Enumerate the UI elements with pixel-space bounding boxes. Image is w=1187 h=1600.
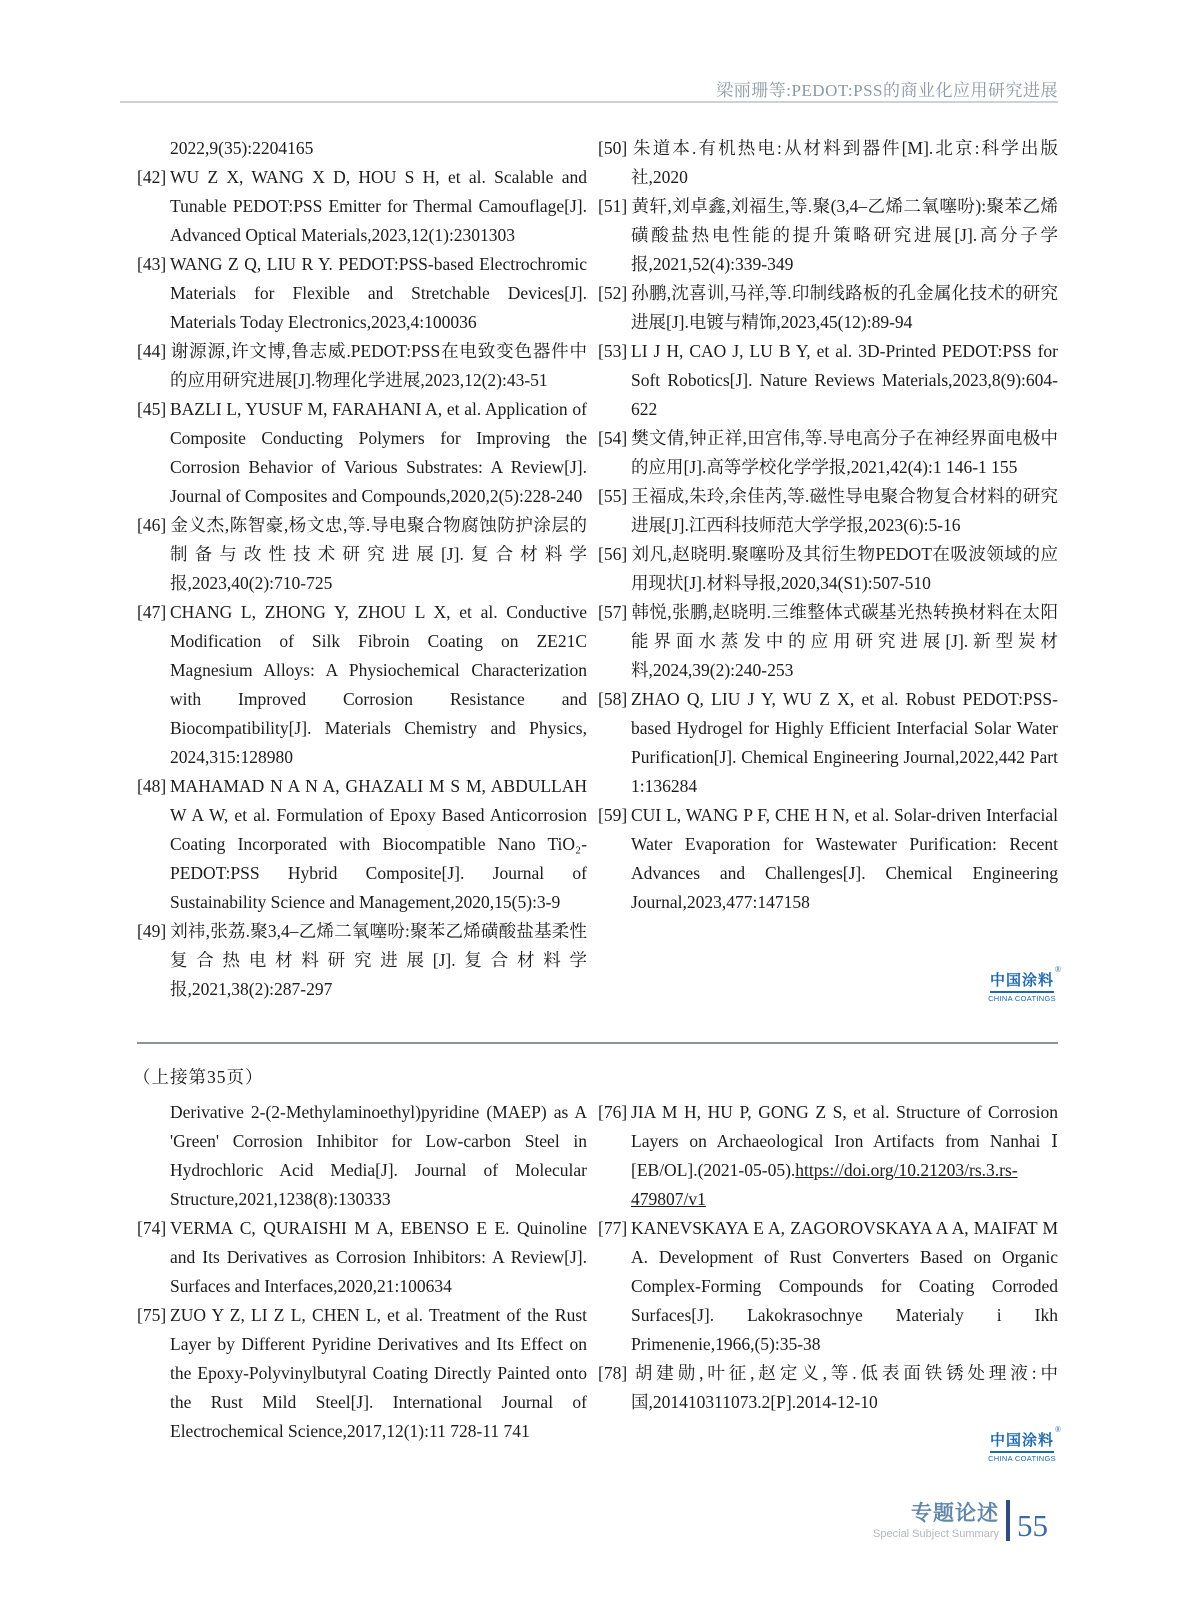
references-top-right-column xyxy=(598,134,1058,1004)
reference-entry xyxy=(137,1098,587,1214)
footer-section-labels xyxy=(873,1500,999,1541)
references-top-left-column xyxy=(137,134,587,1004)
reference-number: [52] xyxy=(598,283,628,303)
reference-entry xyxy=(598,540,1058,598)
reference-number: [46] xyxy=(137,515,167,535)
reference-entry xyxy=(598,1359,1058,1417)
reference-text: 樊文倩,钟正祥,田宫伟,等.导电高分子在神经界面电极中的应用[J].高等学校化学学报,2021,42(4):1 146-1 155 xyxy=(631,428,1058,477)
reference-text: ZUO Y Z, LI Z L, CHEN L, et al. Treatment of the Rust Layer by Different Pyridine Derivatives and Its Effect on the Epoxy-Polyvinylbutyral Coating Directly Painted onto the Rust Mild Steel[J]. International Journal of Electrochemical Science,2017,12(1):11 728-11 741 xyxy=(170,1305,587,1441)
reference-text: 刘凡,赵晓明.聚噻吩及其衍生物PEDOT在吸波领域的应用现状[J].材料导报,2020,34(S1):507-510 xyxy=(631,544,1058,593)
logo-en-text: CHINA COATINGS xyxy=(988,994,1056,1003)
footer-bar xyxy=(1006,1500,1010,1541)
reference-text: 孙鹏,沈喜训,马祥,等.印制线路板的孔金属化技术的研究进展[J].电镀与精饰,2023,45(12):89-94 xyxy=(631,283,1058,332)
reference-text: BAZLI L, YUSUF M, FARAHANI A, et al. Application of Composite Conducting Polymers for Improving the Corrosion Behavior of Various Substrates: A Review[J]. Journal of Composites and Compounds,2020,2(5):228-240 xyxy=(170,399,587,506)
reference-number: [77] xyxy=(598,1218,628,1238)
reference-entry xyxy=(598,337,1058,424)
reference-entry xyxy=(598,598,1058,685)
doi-link[interactable]: https://doi.org/10.21203/rs.3.rs-479807/v1 xyxy=(631,1160,1018,1209)
reference-number: [78] xyxy=(598,1363,628,1383)
reference-number: [57] xyxy=(598,602,628,622)
reference-number: [44] xyxy=(137,341,167,361)
reference-text: WANG Z Q, LIU R Y. PEDOT:PSS-based Electrochromic Materials for Flexible and Stretchable Devices[J]. Materials Today Electronics,2023,4:100036 xyxy=(170,254,587,332)
reference-text: ZHAO Q, LIU J Y, WU Z X, et al. Robust PEDOT:PSS-based Hydrogel for Highly Efficient Interfacial Solar Water Purification[J]. Chemical Engineering Journal,2022,442 Part 1:136284 xyxy=(631,689,1058,796)
reference-entry xyxy=(598,685,1058,801)
references-bottom-left-column xyxy=(137,1098,587,1446)
reference-number: [56] xyxy=(598,544,628,564)
reference-number: [76] xyxy=(598,1102,628,1122)
page-footer xyxy=(873,1500,1048,1541)
reference-number: [54] xyxy=(598,428,628,448)
header-rule xyxy=(120,101,1058,103)
running-title: 梁丽珊等:PEDOT:PSS的商业化应用研究进展 xyxy=(716,81,1058,100)
reference-entry xyxy=(598,134,1058,192)
reference-text: 王福成,朱玲,余佳芮,等.磁性导电聚合物复合材料的研究进展[J].江西科技师范大学学报,2023(6):5-16 xyxy=(631,486,1058,535)
reference-text: 金义杰,陈智豪,杨文忠,等.导电聚合物腐蚀防护涂层的制备与改性技术研究进展[J].复合材料学报,2023,40(2):710-725 xyxy=(170,515,587,593)
reference-number: [43] xyxy=(137,254,167,274)
reference-text: LI J H, CAO J, LU B Y, et al. 3D-Printed PEDOT:PSS for Soft Robotics[J]. Nature Reviews Materials,2023,8(9):604-622 xyxy=(631,341,1058,419)
reference-text: CUI L, WANG P F, CHE H N, et al. Solar-driven Interfacial Water Evaporation for Wastewater Purification: Recent Advances and Challenges[J]. Chemical Engineering Journal,2023,477:147158 xyxy=(631,805,1058,912)
registered-mark: ® xyxy=(1054,1425,1062,1434)
references-bottom-right-column xyxy=(598,1098,1058,1446)
reference-entry xyxy=(598,1098,1058,1214)
reference-text: WU Z X, WANG X D, HOU S H, et al. Scalable and Tunable PEDOT:PSS Emitter for Thermal Camouflage[J]. Advanced Optical Materials,2023,12(1):2301303 xyxy=(170,167,587,245)
reference-text: KANEVSKAYA E A, ZAGOROVSKAYA A A, MAIFAT M A. Development of Rust Converters Based on Organic Complex-Forming Compounds for Coating Corroded Surfaces[J]. Lakokrasochnye Materialy i Ikh Primenenie,1966,(5):35-38 xyxy=(631,1218,1058,1354)
reference-text: 刘祎,张荔.聚3,4–乙烯二氧噻吩:聚苯乙烯磺酸盐基柔性复合热电材料研究进展[J].复合材料学报,2021,38(2):287-297 xyxy=(170,921,587,999)
page-number: 55 xyxy=(1017,1508,1048,1543)
section-title-en: Special Subject Summary xyxy=(873,1528,999,1540)
reference-number: [45] xyxy=(137,399,167,419)
reference-entry xyxy=(137,511,587,598)
reference-text: VERMA C, QURAISHI M A, EBENSO E E. Quinoline and Its Derivatives as Corrosion Inhibitors: A Review[J]. Surfaces and Interfaces,2020,21:100634 xyxy=(170,1218,587,1296)
reference-number: [75] xyxy=(137,1305,167,1325)
continued-from-note: （上接第35页） xyxy=(133,1067,264,1087)
reference-entry xyxy=(598,482,1058,540)
logo-zh-text: 中国涂料 ® xyxy=(990,969,1054,993)
reference-text: 朱道本.有机热电:从材料到器件[M].北京:科学出版社,2020 xyxy=(631,138,1058,187)
reference-number: [74] xyxy=(137,1218,167,1238)
reference-entry xyxy=(137,1301,587,1446)
reference-entry xyxy=(137,134,587,163)
reference-entry xyxy=(137,395,587,511)
reference-text: 胡建勋,叶征,赵定义,等.低表面铁锈处理液:中国,201410311073.2[P].2014-12-10 xyxy=(631,1363,1058,1412)
reference-entry xyxy=(137,772,587,917)
reference-number: [59] xyxy=(598,805,628,825)
reference-entry xyxy=(137,163,587,250)
reference-entry xyxy=(598,192,1058,279)
reference-text: 谢源源,许文博,鲁志威.PEDOT:PSS在电致变色器件中的应用研究进展[J].物理化学进展,2023,12(2):43-51 xyxy=(170,341,587,390)
reference-entry xyxy=(137,598,587,772)
registered-mark: ® xyxy=(1054,965,1062,974)
references-bottom-section xyxy=(137,1098,1058,1446)
reference-number: [55] xyxy=(598,486,628,506)
china-coatings-logo xyxy=(987,1425,1062,1463)
reference-number: [53] xyxy=(598,341,628,361)
reference-text: 韩悦,张鹏,赵晓明.三维整体式碳基光热转换材料在太阳能界面水蒸发中的应用研究进展[J].新型炭材料,2024,39(2):240-253 xyxy=(631,602,1058,680)
reference-number: [51] xyxy=(598,196,628,216)
logo-zh-text: 中国涂料 ® xyxy=(990,1429,1054,1453)
reference-entry xyxy=(598,801,1058,917)
reference-text: MAHAMAD N A N A, GHAZALI M S M, ABDULLAH W A W, et al. Formulation of Epoxy Based Anticorrosion Coating Incorporated with Biocompatible Nano TiO₂-PEDOT:PSS Hybrid Composite[J]. Journal of Sustainability Science and Management,2020,15(5):3-9 xyxy=(170,776,587,912)
references-top-section xyxy=(137,134,1058,1004)
reference-text: Derivative 2-(2-Methylaminoethyl)pyridine (MAEP) as A 'Green' Corrosion Inhibitor for Low-carbon Steel in Hydrochloric Acid Media[J]. Journal of Molecular Structure,2021,1238(8):130333 xyxy=(170,1102,587,1209)
reference-entry xyxy=(598,1214,1058,1359)
reference-entry xyxy=(598,279,1058,337)
reference-entry xyxy=(137,1214,587,1301)
reference-number: [50] xyxy=(598,138,628,158)
section-title-zh: 专题论述 xyxy=(911,1502,999,1525)
reference-entry xyxy=(137,250,587,337)
reference-number: [58] xyxy=(598,689,628,709)
reference-number: [49] xyxy=(137,921,167,941)
reference-text: JIA M H, HU P, GONG Z S, et al. Structure of Corrosion Layers on Archaeological Iron Artifacts from Nanhai Ⅰ [EB/OL].(2021-05-05). xyxy=(631,1102,1058,1180)
section-divider xyxy=(137,1042,1058,1044)
logo-en-text: CHINA COATINGS xyxy=(988,1454,1056,1463)
reference-number: [42] xyxy=(137,167,167,187)
reference-text: CHANG L, ZHONG Y, ZHOU L X, et al. Conductive Modification of Silk Fibroin Coating on ZE21C Magnesium Alloys: A Physiochemical Characterization with Improved Corrosion Resistance and Biocompatibility[J]. Materials Chemistry and Physics, 2024,315:128980 xyxy=(170,602,587,767)
reference-number: [47] xyxy=(137,602,167,622)
reference-text: 2022,9(35):2204165 xyxy=(170,138,314,158)
reference-entry xyxy=(598,424,1058,482)
reference-text: 黄轩,刘卓鑫,刘福生,等.聚(3,4–乙烯二氧噻吩):聚苯乙烯磺酸盐热电性能的提升策略研究进展[J].高分子学报,2021,52(4):339-349 xyxy=(631,196,1058,274)
reference-number: [48] xyxy=(137,776,167,796)
reference-entry xyxy=(137,337,587,395)
china-coatings-logo xyxy=(987,965,1062,1003)
reference-entry xyxy=(137,917,587,1004)
